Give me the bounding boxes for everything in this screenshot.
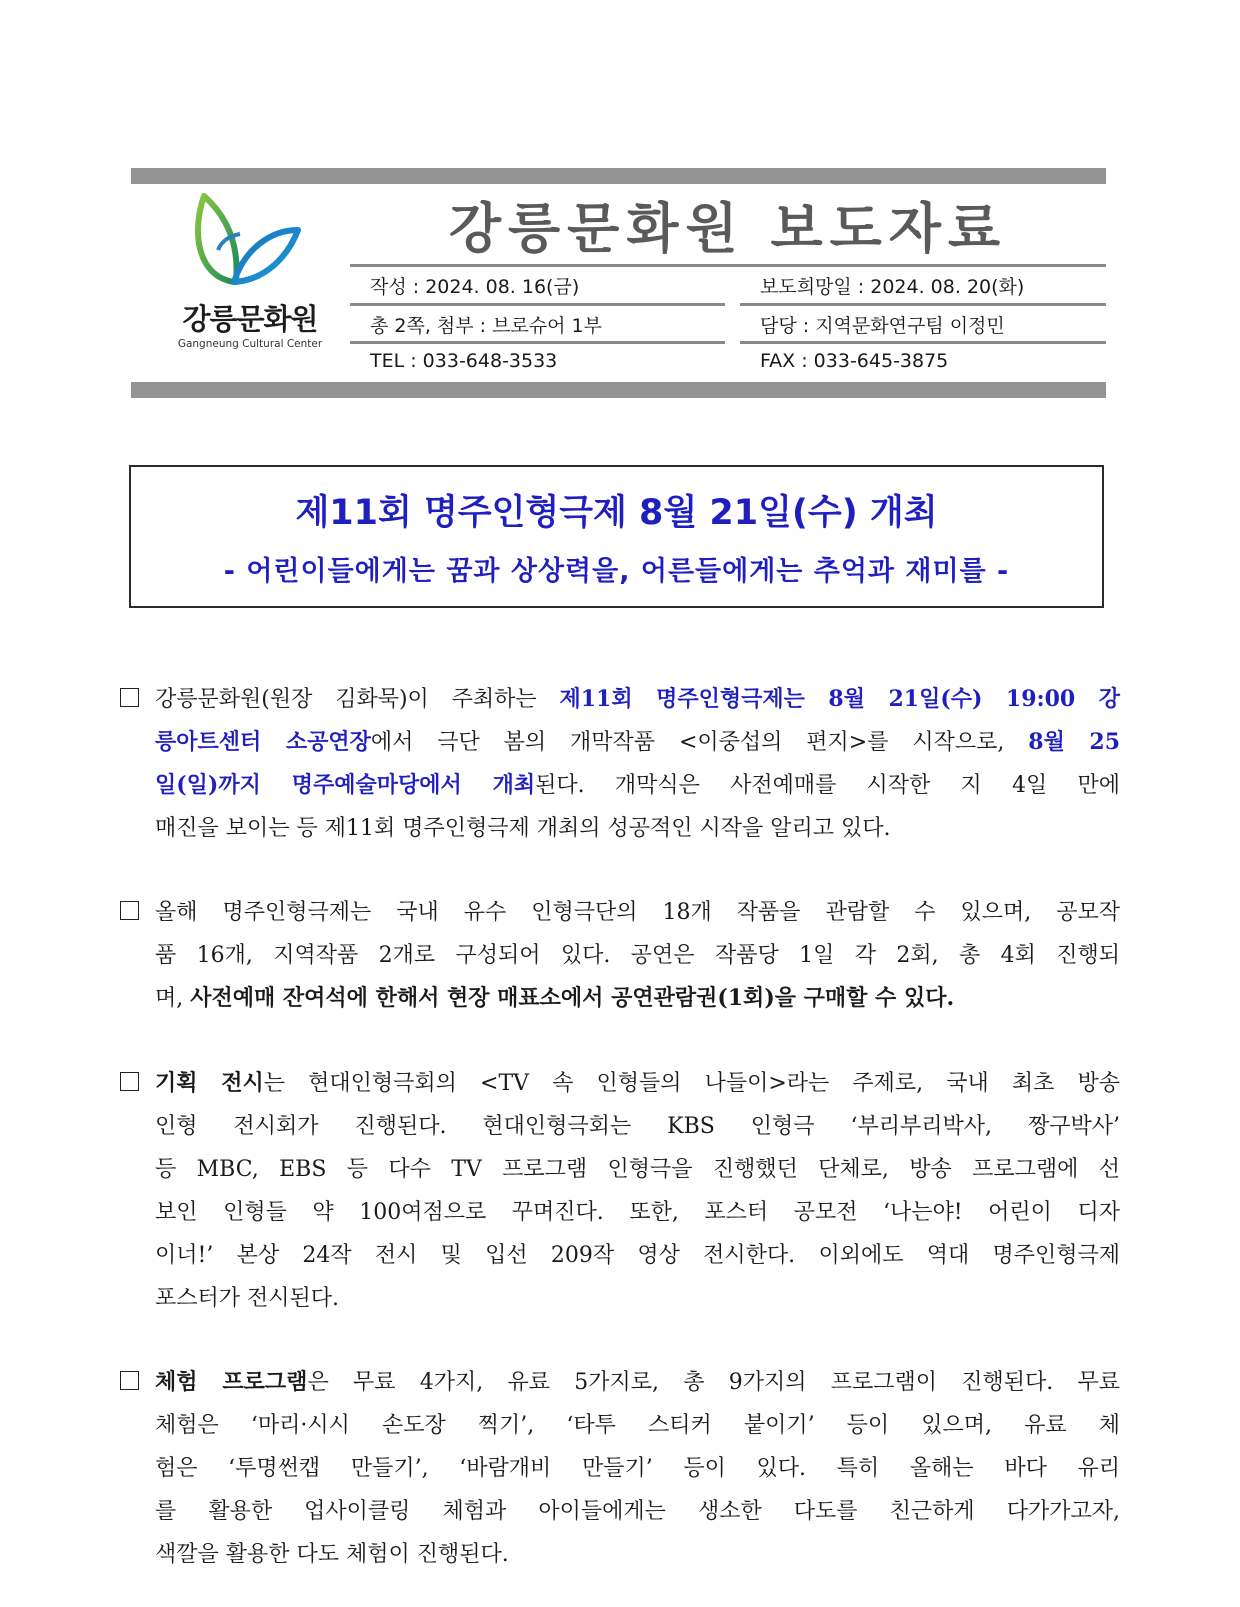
page-count: 총 2쪽, 첨부 : 브로슈어 1부 [370,315,603,337]
tel-number: TEL : 033-648-3533 [370,350,558,372]
text-line: 인형 전시회가 진행된다. 현대인형극회는 KBS 인형극 ‘부리부리박사, 짱구박사’ [155,1114,1120,1139]
text-line: 체험은 ‘마리·시시 손도장 찍기’, ‘타투 스티커 붙이기’ 등이 있으며, 유료 체 [155,1413,1120,1438]
text-line: 품 16개, 지역작품 2개로 구성되어 있다. 공연은 작품당 1일 각 2회, 총 4회 진행되 [155,943,1120,968]
header-bottom-bar [131,382,1106,398]
text-line: 등 MBC, EBS 등 다수 TV 프로그램 인형극을 진행했던 단체로, 방송 프로그램에 선 [155,1157,1120,1182]
text-line: 를 활용한 업사이클링 체험과 아이들에게는 생소한 다도를 친근하게 다가가고자, [155,1499,1120,1524]
text-line: 릉아트센터 소공연장에서 극단 봄의 개막작품 <이중섭의 편지>를 시작으로, 8월 25 [155,729,1121,755]
text-line: 강릉문화원(원장 김화묵)이 주최하는 제11회 명주인형극제는 8월 21일(수) 19:00 강 [155,686,1121,712]
headline-subtitle: - 어린이들에게는 꿈과 상상력을, 어른들에게는 추억과 재미를 - [223,556,1010,587]
text-line: 보인 인형들 약 100여점으로 꾸며진다. 또한, 포스터 공모전 ‘나는야! 어린이 디자 [155,1200,1120,1225]
divider [350,341,725,344]
leaf-logo-icon [170,190,330,290]
divider [740,341,1106,344]
divider [740,303,1106,306]
checkbox-bullet-icon [120,1072,139,1091]
checkbox-bullet-icon [120,901,139,920]
text-line: 올해 명주인형극제는 국내 유수 인형극단의 18개 작품을 관람할 수 있으며, 공모작 [155,900,1120,925]
text-line: 험은 ‘투명썬캡 만들기’, ‘바람개비 만들기’ 등이 있다. 특히 올해는 바다 유리 [155,1456,1120,1481]
contact-person: 담당 : 지역문화연구팀 이정민 [760,315,1005,337]
text-line: 포스터가 전시된다. [155,1286,340,1311]
checkbox-bullet-icon [120,688,139,707]
page-title: 강릉문화원 보도자료 [448,197,1008,260]
header-top-bar [131,168,1106,184]
divider [350,264,1106,267]
text-line: 며, 사전예매 잔여석에 한해서 현장 매표소에서 공연관람권(1회)을 구매할 수 있다. [155,985,955,1011]
text-line: 색깔을 활용한 다도 체험이 진행된다. [155,1542,509,1567]
text-line: 매진을 보이는 등 제11회 명주인형극제 개최의 성공적인 시작을 알리고 있다. [155,816,891,841]
fax-number: FAX : 033-645-3875 [760,350,949,372]
text-line: 이너!’ 본상 24작 전시 및 입선 209작 영상 전시한다. 이외에도 역대 명주인형극제 [155,1243,1120,1268]
headline-box [129,465,1104,608]
text-line: 기획 전시는 현대인형극회의 <TV 속 인형들의 나들이>라는 주제로, 국내 최초 방송 [155,1070,1121,1096]
logo-name-ko: 강릉문화원 [182,302,318,336]
release-date: 보도희망일 : 2024. 08. 20(화) [760,276,1025,298]
divider [350,303,725,306]
logo [170,190,330,358]
logo-name-en: Gangneung Cultural Center [177,338,323,350]
text-line: 일(일)까지 명주예술마당에서 개최된다. 개막식은 사전예매를 시작한 지 4일 만에 [155,772,1120,798]
headline-title: 제11회 명주인형극제 8월 21일(수) 개최 [295,493,938,533]
written-date: 작성 : 2024. 08. 16(금) [370,276,580,298]
text-line: 체험 프로그램은 무료 4가지, 유료 5가지로, 총 9가지의 프로그램이 진행된다. 무료 [155,1369,1120,1395]
checkbox-bullet-icon [120,1371,139,1390]
